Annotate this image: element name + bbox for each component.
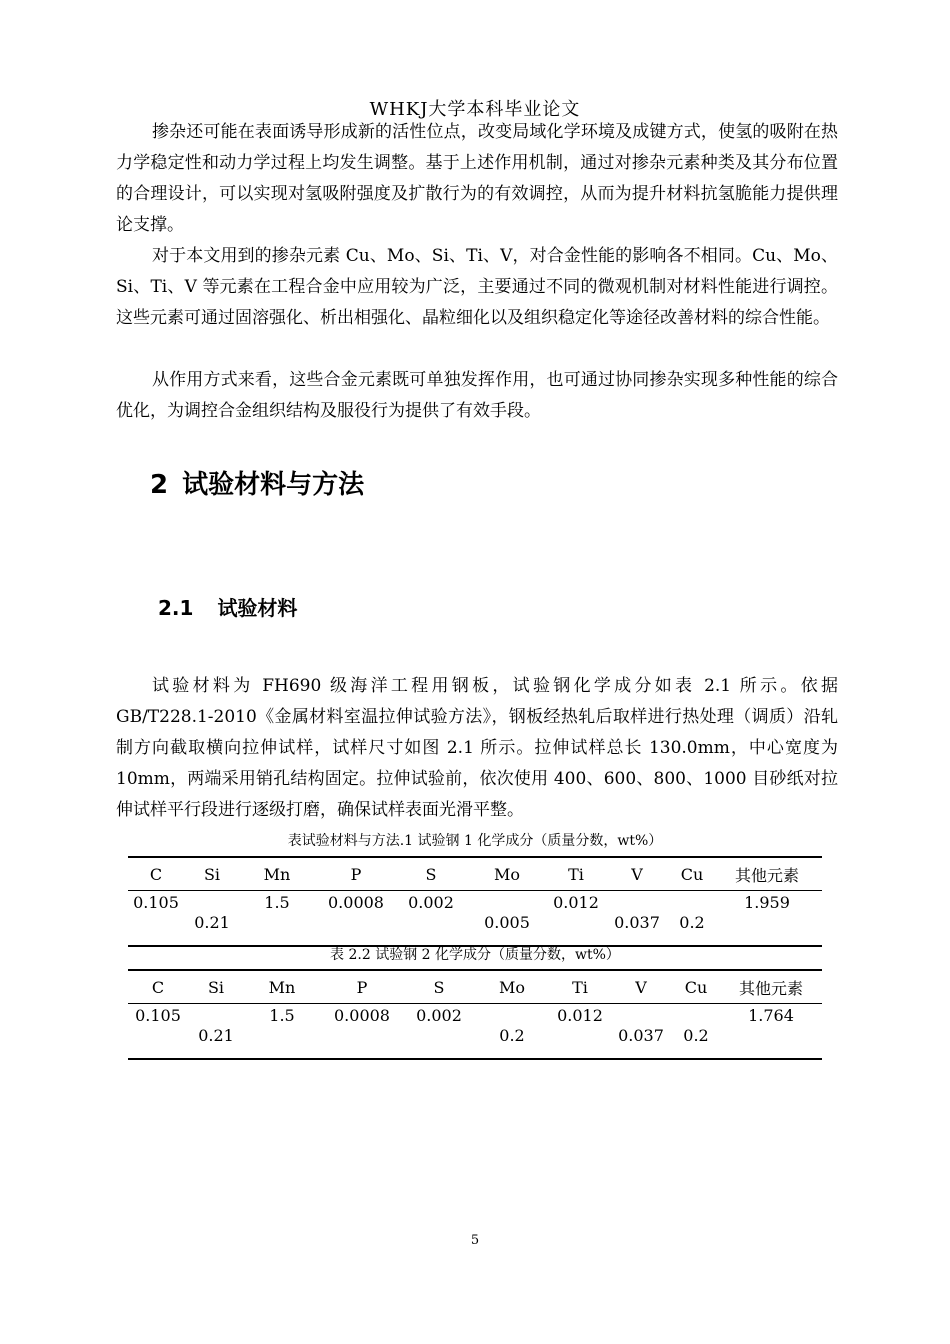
paragraph-synergy: 从作用方式来看，这些合金元素既可单独发挥作用，也可通过协同掺杂实现多种性能的综合优化，为调控合金组织结构及服役行为提供了有效手段。 — [116, 370, 838, 421]
table1-header: 其他元素 — [712, 857, 822, 891]
table1-header: C — [128, 857, 184, 891]
subsection-number: 2.1 — [158, 596, 194, 620]
page-number: 5 — [470, 1233, 480, 1248]
table2-header: Mn — [244, 970, 320, 1004]
table2-header: C — [128, 970, 188, 1004]
paragraph-doping-surface: 掺杂还可能在表面诱导形成新的活性位点，改变局域化学环境及成键方式，使氢的吸附在热力学稳定性和动力学过程上均发生调整。基于上述作用机制，通过对掺杂元素种类及其分布位置的合理设计，可以实现对氢吸附强度及扩散行为的有效调控，从而为提升材料抗氢脆能力提供理论支撑。 — [116, 122, 838, 235]
table1-cell: 0.2 — [672, 891, 712, 947]
table1-header: V — [602, 857, 672, 891]
table2-cell: 0.012 — [550, 1004, 610, 1060]
table2-cell: 1.764 — [720, 1004, 822, 1060]
table2-cell: 1.5 — [244, 1004, 320, 1060]
table2-header-row — [128, 970, 822, 1004]
subsection-heading — [158, 592, 297, 621]
table2-header: P — [320, 970, 404, 1004]
table1-header: Cu — [672, 857, 712, 891]
table1-header-row — [128, 857, 822, 891]
table2-header: Ti — [550, 970, 610, 1004]
table2 — [128, 969, 822, 1060]
table2-cell: 0.2 — [474, 1004, 550, 1060]
table2-cell: 0.105 — [128, 1004, 188, 1060]
table2-header: Cu — [672, 970, 720, 1004]
table1-header: S — [398, 857, 464, 891]
table1-cell: 1.959 — [712, 891, 822, 947]
table2-cell: 0.002 — [404, 1004, 474, 1060]
table2-header: Mo — [474, 970, 550, 1004]
table1-cell: 0.105 — [128, 891, 184, 947]
paragraph-materials: 试验材料为 FH690 级海洋工程用钢板，试验钢化学成分如表 2.1 所示。依据 GB/T228.1-2010《金属材料室温拉伸试验方法》，钢板经热轧后取样进行热处理（调质）沿轧制方向截取横向拉伸试样，试样尺寸如图 2.1 所示。拉伸试样总长 130.0mm，中心宽度为 10mm，两端采用销孔结构固定。拉伸试验前，依次使用 400、600、800、1000 目砂纸对拉伸试样平行段进行逐级打磨，确保试样表面光滑平整。 — [116, 676, 838, 820]
section-heading — [150, 464, 364, 501]
table1-header: Si — [184, 857, 240, 891]
table2-row — [128, 1004, 822, 1060]
table1-cell: 0.21 — [184, 891, 240, 947]
table1-caption: 表试验材料与方法.1 试验钢 1 化学成分（质量分数，wt%） — [287, 833, 663, 849]
section-title: 试验材料与方法 — [182, 470, 365, 500]
table1-header: Mn — [240, 857, 314, 891]
paragraph-doping-elements: 对于本文用到的掺杂元素 Cu、Mo、Si、Ti、V，对合金性能的影响各不相同。Cu、Mo、Si、Ti、V 等元素在工程合金中应用较为广泛，主要通过不同的微观机制对材料性能进行调控。这些元素可通过固溶强化、析出相强化、晶粒细化以及组织稳定化等途径改善材料的综合性能。 — [116, 246, 838, 328]
table2-header: 其他元素 — [720, 970, 822, 1004]
table2-header: V — [610, 970, 672, 1004]
section-number: 2 — [150, 470, 169, 500]
table1-cell: 0.002 — [398, 891, 464, 947]
table1-row — [128, 891, 822, 947]
table2-cell: 0.2 — [672, 1004, 720, 1060]
table1-cell: 1.5 — [240, 891, 314, 947]
table1-header: Ti — [550, 857, 602, 891]
page-header: WHKJ大学本科毕业论文 — [369, 99, 581, 120]
table1-cell: 0.037 — [602, 891, 672, 947]
table2-header: S — [404, 970, 474, 1004]
table1-header: P — [314, 857, 398, 891]
table1 — [128, 856, 822, 947]
table1-cell: 0.005 — [464, 891, 550, 947]
table2-caption: 表 2.2 试验钢 2 化学成分（质量分数，wt%） — [330, 947, 620, 963]
subsection-title: 试验材料 — [217, 596, 298, 620]
table2-header: Si — [188, 970, 244, 1004]
table1-cell: 0.0008 — [314, 891, 398, 947]
table1-header: Mo — [464, 857, 550, 891]
table2-cell: 0.21 — [188, 1004, 244, 1060]
table2-cell: 0.0008 — [320, 1004, 404, 1060]
table2-cell: 0.037 — [610, 1004, 672, 1060]
table1-cell: 0.012 — [550, 891, 602, 947]
